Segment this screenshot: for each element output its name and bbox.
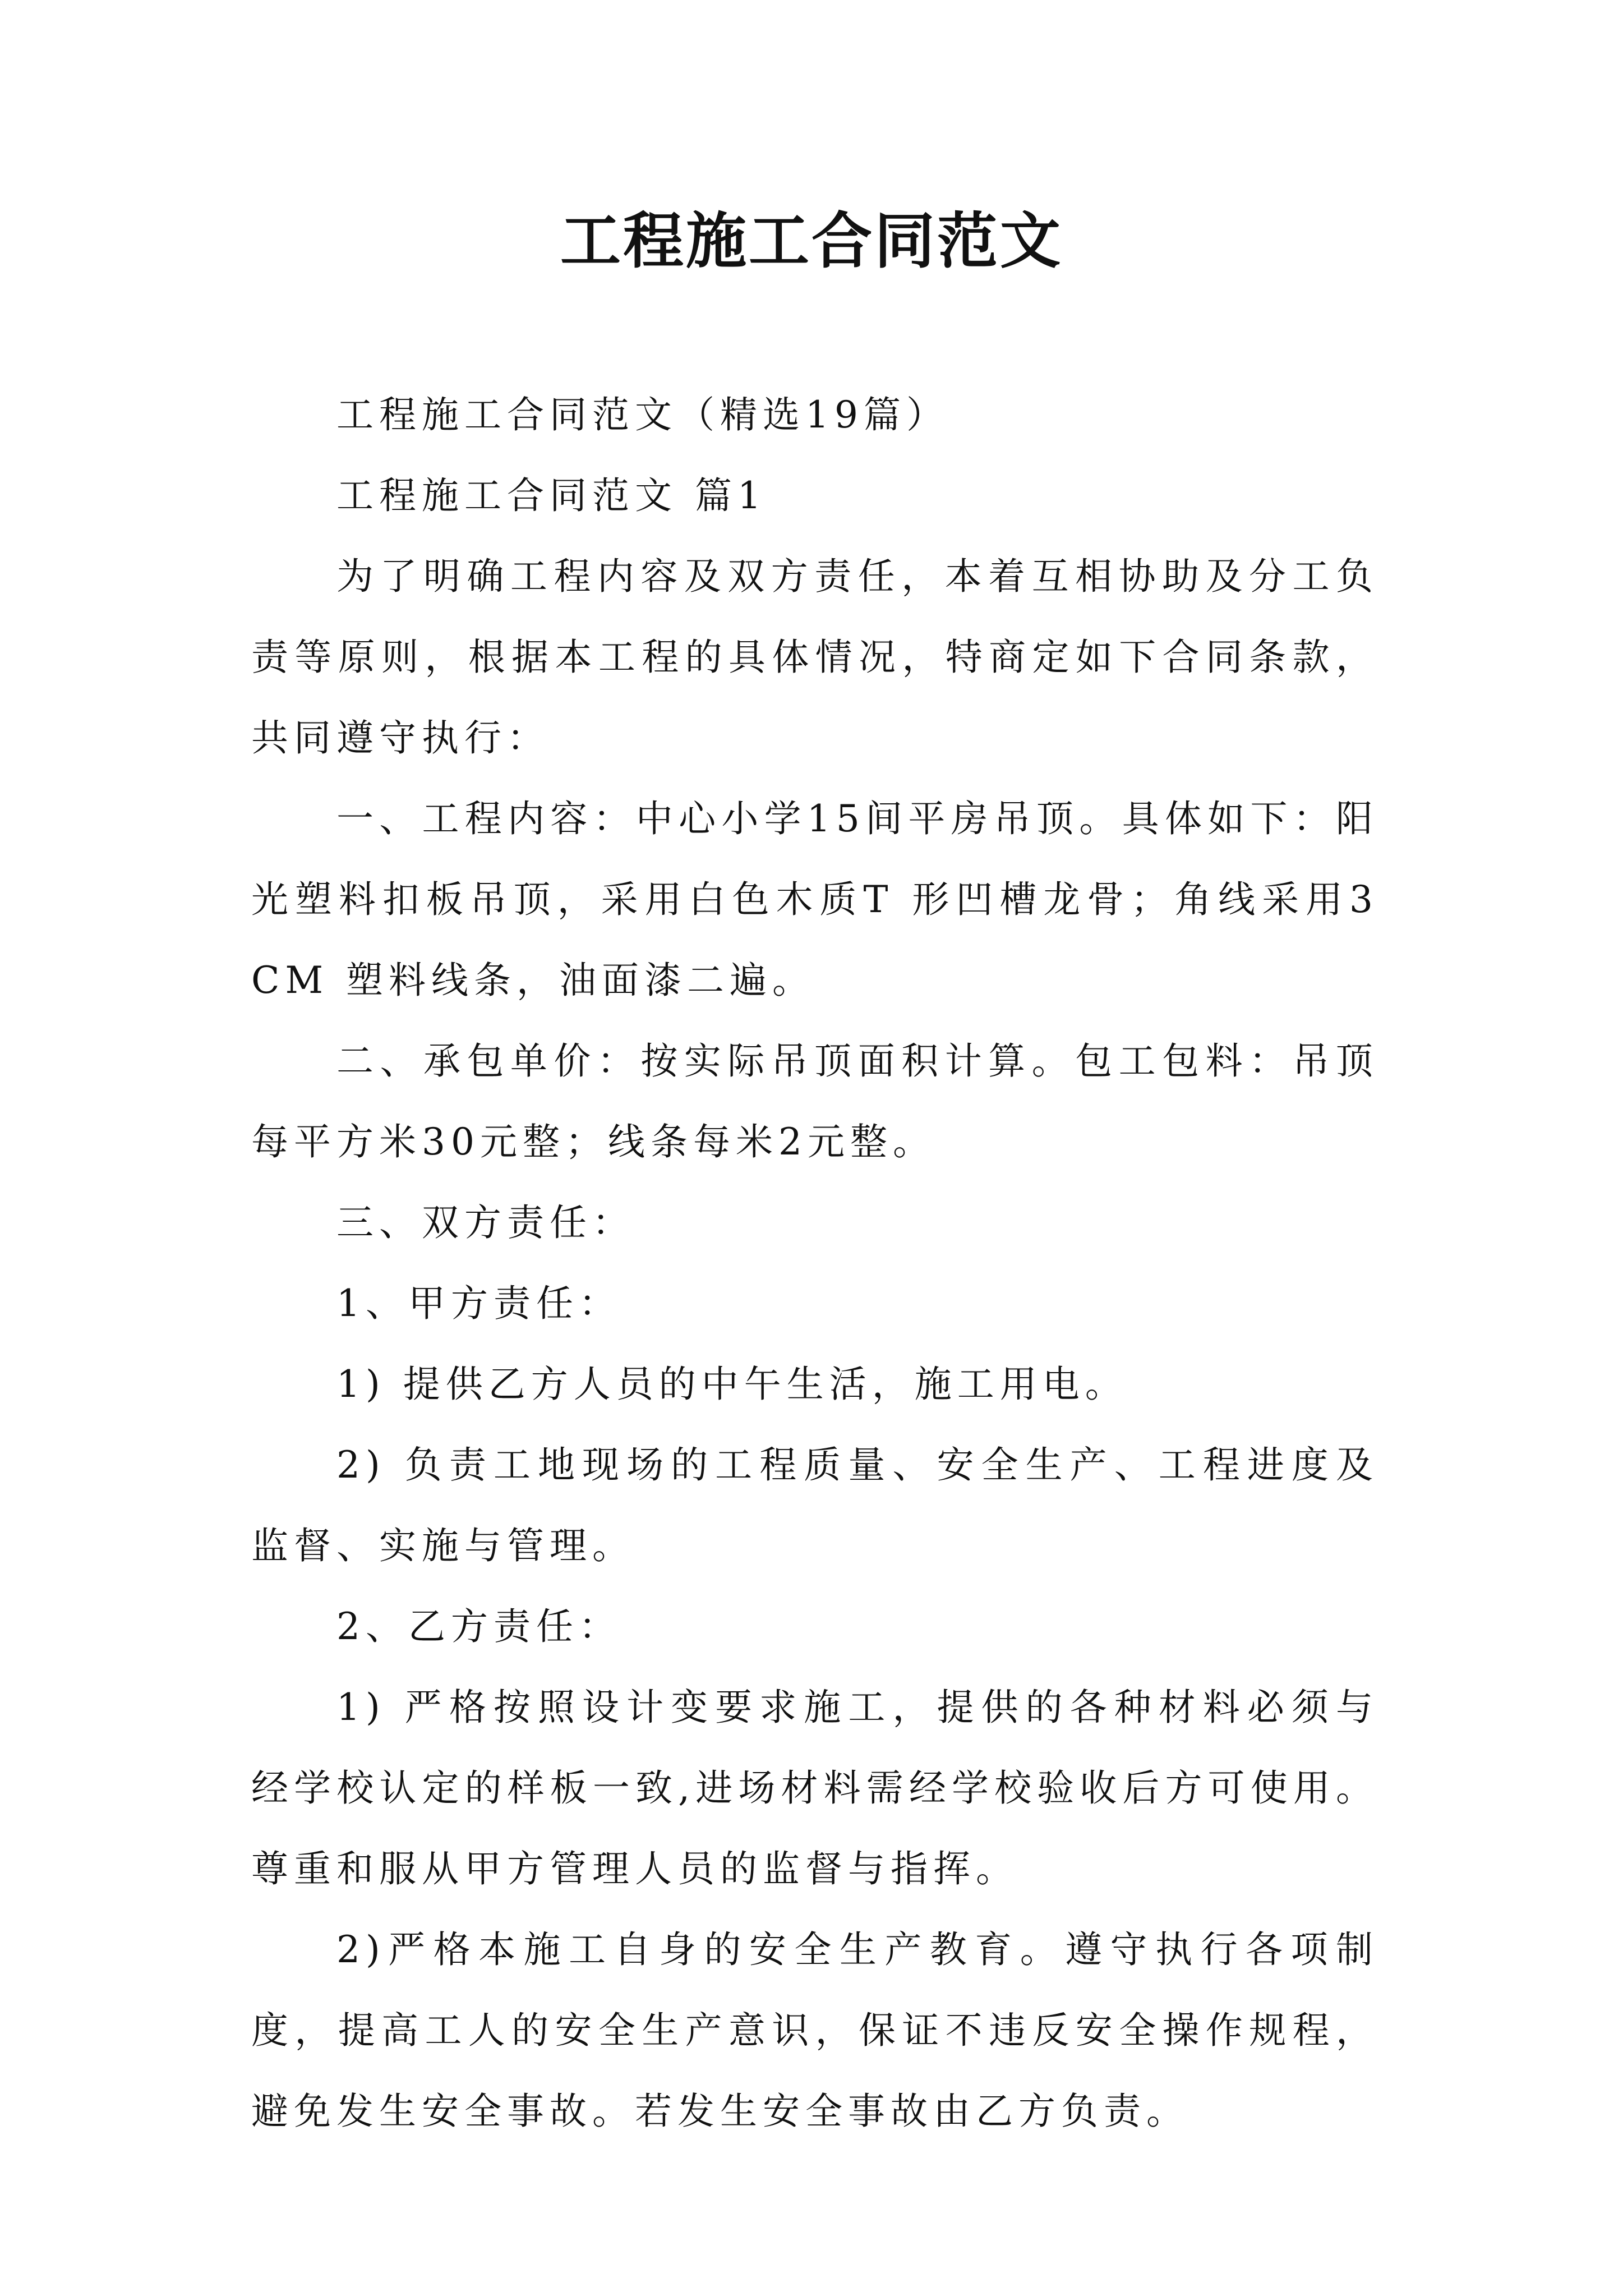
paragraph-subtitle: 工程施工合同范文（精选19篇）	[336, 393, 949, 436]
document-title: 工程施工合同范文	[560, 206, 1063, 277]
paragraph-party-a-heading: 1、甲方责任：	[336, 1282, 621, 1325]
paragraph-party-a-item-1: 1) 提供乙方人员的中午生活，施工用电。	[336, 1363, 1128, 1406]
paragraph-party-b-heading: 2、乙方责任：	[336, 1605, 621, 1648]
paragraph-party-b-item-2: 2)严格本施工自身的安全生产教育。遵守执行各项制度，提高工人的安全生产意识，保证不违反安全操作规程，避免发生安全事故。若发生安全事故由乙方负责。	[251, 1928, 1378, 2133]
paragraph-party-b-item-1: 1) 严格按照设计变要求施工，提供的各种材料必须与经学校认定的样板一致,进场材料需经学校验收后方可使用。尊重和服从甲方管理人员的监督与指挥。	[251, 1686, 1378, 1890]
paragraph-clause-2: 二、承包单价：按实际吊顶面积计算。包工包料：吊顶每平方米30元整；线条每米2元整。	[251, 1039, 1378, 1163]
paragraph-party-a-item-2: 2) 负责工地现场的工程质量、安全生产、工程进度及监督、实施与管理。	[251, 1443, 1378, 1567]
paragraph-clause-3: 三、双方责任：	[336, 1201, 635, 1244]
paragraph-intro: 为了明确工程内容及双方责任，本着互相协助及分工负责等原则，根据本工程的具体情况，特商定如下合同条款，共同遵守执行：	[251, 555, 1378, 760]
paragraph-section-heading: 工程施工合同范文 篇1	[336, 474, 767, 517]
paragraph-clause-1: 一、工程内容：中心小学15间平房吊顶。具体如下：阳光塑料扣板吊顶，采用白色木质T 形凹槽龙骨；角线采用3CM 塑料线条，油面漆二遍。	[251, 797, 1378, 1002]
document-body	[251, 375, 1378, 2152]
